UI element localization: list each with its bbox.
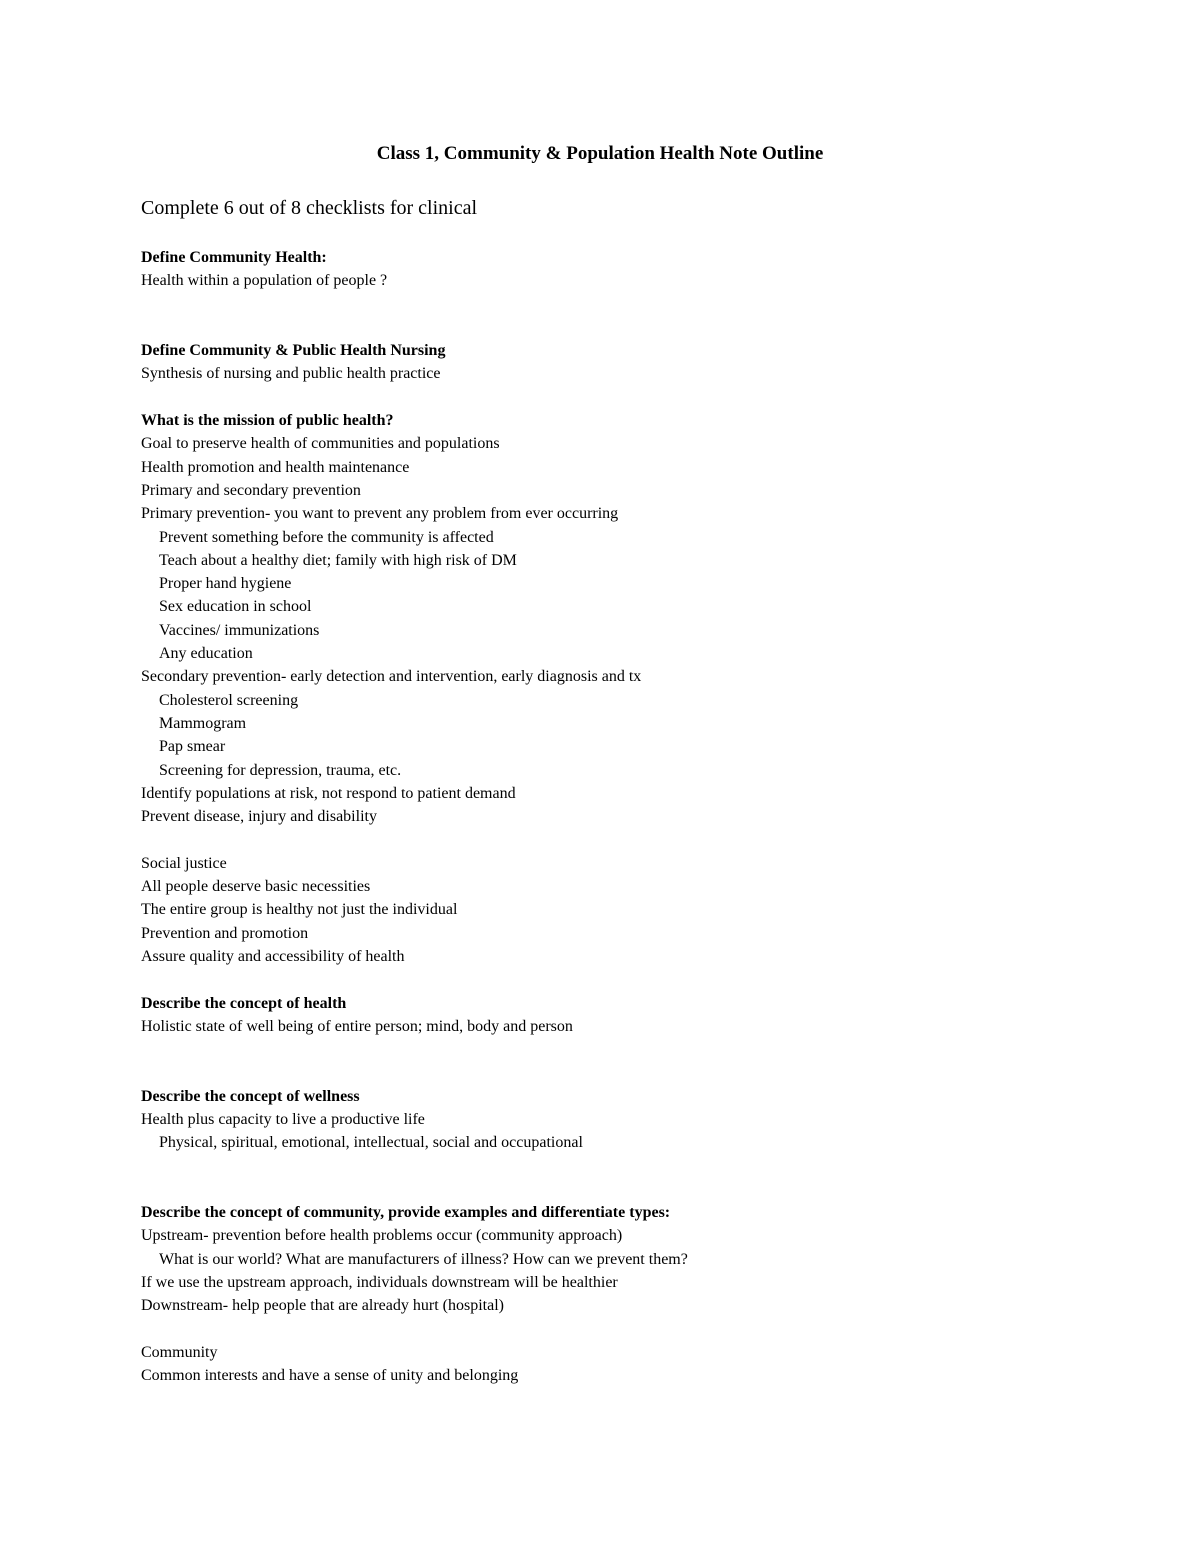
body-line: The entire group is healthy not just the individual [141,901,458,919]
document-subtitle: Complete 6 out of 8 checklists for clinical [141,197,478,219]
body-line: Social justice [141,854,227,872]
document-body [141,246,1141,1388]
body-line: Downstream- help people that are already hurt (hospital) [141,1297,504,1315]
section-heading-wellness: Describe the concept of wellness [141,1087,360,1105]
body-line: Health within a population of people ? [141,272,388,290]
body-line: Health promotion and health maintenance [141,458,410,476]
body-line: Secondary prevention- early detection and intervention, early diagnosis and tx [141,668,642,686]
body-line: All people deserve basic necessities [141,878,371,896]
section-heading-public-health-nursing: Define Community & Public Health Nursing [141,342,446,360]
body-line: Synthesis of nursing and public health practice [141,365,441,383]
body-line: If we use the upstream approach, individuals downstream will be healthier [141,1274,618,1292]
body-line-indented: Any education [159,645,253,663]
body-line: Prevent disease, injury and disability [141,808,377,826]
body-line-indented: Screening for depression, trauma, etc. [159,761,402,779]
body-line: Health plus capacity to live a productive life [141,1110,425,1128]
body-line: Upstream- prevention before health problems occur (community approach) [141,1227,623,1245]
body-line: Community [141,1343,218,1361]
body-line-indented: Vaccines/ immunizations [159,621,320,639]
body-line-indented: Teach about a healthy diet; family with high risk of DM [159,551,517,569]
body-line-indented: Prevent something before the community is affected [159,528,494,546]
body-line-indented: Mammogram [159,714,247,732]
body-line: Identify populations at risk, not respond to patient demand [141,784,516,802]
section-heading-community: Describe the concept of community, provide examples and differentiate types: [141,1204,671,1222]
body-line: Assure quality and accessibility of health [141,947,405,965]
body-line-indented: Sex education in school [159,598,312,616]
body-line-indented: Proper hand hygiene [159,575,292,593]
section-heading-health: Describe the concept of health [141,994,347,1012]
body-line-indented: Physical, spiritual, emotional, intellectual, social and occupational [159,1134,583,1152]
section-heading-mission: What is the mission of public health? [141,412,394,430]
body-line-indented: Pap smear [159,738,226,756]
body-line: Prevention and promotion [141,924,309,942]
body-line: Primary prevention- you want to prevent any problem from ever occurring [141,505,619,523]
body-line: Goal to preserve health of communities and populations [141,435,500,453]
body-line-indented: What is our world? What are manufacturers of illness? How can we prevent them? [159,1250,688,1268]
body-line: Common interests and have a sense of unity and belonging [141,1367,519,1385]
body-line: Holistic state of well being of entire person; mind, body and person [141,1017,573,1035]
document-title: Class 1, Community & Population Health Note Outline [376,143,824,164]
body-line-indented: Cholesterol screening [159,691,299,709]
section-heading-community-health: Define Community Health: [141,249,327,266]
body-line: Primary and secondary prevention [141,481,361,499]
